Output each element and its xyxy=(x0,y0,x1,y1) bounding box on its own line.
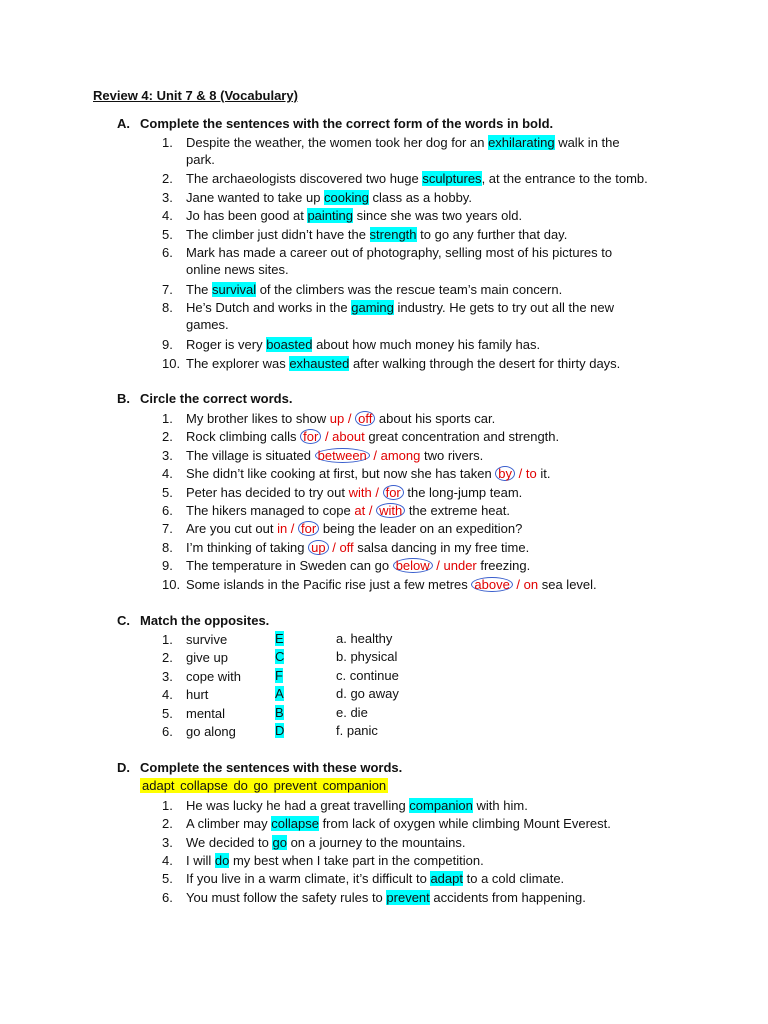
item-number: 8. xyxy=(162,300,173,315)
sentence-text: She didn’t like cooking at first, but now she has taken xyxy=(186,466,496,481)
option-word: up xyxy=(329,411,345,426)
list-item xyxy=(162,705,225,723)
sentence-text: sea level. xyxy=(538,577,597,592)
list-item xyxy=(162,465,550,483)
sentence-text: Rock climbing calls xyxy=(186,429,301,444)
list-item xyxy=(162,447,483,465)
section-a-heading xyxy=(117,116,553,131)
option-separator: / xyxy=(371,485,383,500)
sentence-text: The village is situated xyxy=(186,448,315,463)
list-item xyxy=(162,539,529,557)
sentence-text: , at the entrance to the tomb. xyxy=(481,171,648,186)
list-item xyxy=(162,170,648,188)
answer-highlight: survival xyxy=(212,282,257,297)
sentence-text: We decided to xyxy=(186,835,273,850)
sentence-text: Despite the weather, the women took her dog for an xyxy=(186,135,489,150)
list-item xyxy=(162,244,612,262)
match-answer xyxy=(275,686,284,701)
match-answer xyxy=(275,631,284,646)
sentence-text: You must follow the safety rules to xyxy=(186,890,387,905)
item-number: 4. xyxy=(162,687,173,702)
item-number: 3. xyxy=(162,835,173,850)
item-number: 3. xyxy=(162,669,173,684)
list-item xyxy=(162,281,562,299)
option-separator: / xyxy=(512,577,524,592)
answer-highlight: exhilarating xyxy=(488,135,555,150)
sentence-text: Roger is very xyxy=(186,337,267,352)
list-item xyxy=(162,797,528,815)
item-number: 8. xyxy=(162,540,173,555)
section-instruction: Complete the sentences with these words. xyxy=(140,760,403,775)
sentence-text: The archaeologists discovered two huge xyxy=(186,171,423,186)
answer-highlight: collapse xyxy=(271,816,319,831)
item-number: 3. xyxy=(162,448,173,463)
section-letter: C. xyxy=(117,613,130,628)
item-number: 7. xyxy=(162,282,173,297)
sentence-text: The hikers managed to cope xyxy=(186,503,355,518)
match-option: e. die xyxy=(336,705,368,720)
match-option: b. physical xyxy=(336,649,398,664)
sentence-text: two rivers. xyxy=(420,448,484,463)
section-instruction: Circle the correct words. xyxy=(140,391,293,406)
answer-highlight: adapt xyxy=(430,871,463,886)
option-word: above xyxy=(471,577,512,592)
match-option: a. healthy xyxy=(336,631,393,646)
option-word: among xyxy=(380,448,421,463)
item-number: 2. xyxy=(162,650,173,665)
item-number: 2. xyxy=(162,429,173,444)
match-left-word: go along xyxy=(186,724,236,739)
sentence-text: Jo has been good at xyxy=(186,208,308,223)
match-option: f. panic xyxy=(336,723,378,738)
list-item xyxy=(162,723,236,741)
option-word: up xyxy=(308,540,328,555)
sentence-text: class as a hobby. xyxy=(368,190,472,205)
item-number: 6. xyxy=(162,503,173,518)
item-number: 4. xyxy=(162,466,173,481)
match-answer xyxy=(275,649,284,664)
match-answer xyxy=(275,668,283,683)
option-separator: / xyxy=(515,466,526,481)
option-separator: / xyxy=(365,503,377,518)
list-item xyxy=(162,870,564,888)
option-separator: / xyxy=(321,429,333,444)
option-word: by xyxy=(495,466,515,481)
item-number: 6. xyxy=(162,245,173,260)
item-number: 9. xyxy=(162,337,173,352)
answer-highlight: D xyxy=(275,723,285,738)
answer-highlight: boasted xyxy=(266,337,313,352)
item-number: 3. xyxy=(162,190,173,205)
list-item xyxy=(162,557,530,575)
item-number: 4. xyxy=(162,208,173,223)
sentence-text: My brother likes to show xyxy=(186,411,330,426)
sentence-text: The temperature in Sweden can go xyxy=(186,558,393,573)
match-left-word: cope with xyxy=(186,669,241,684)
answer-highlight: B xyxy=(275,705,284,720)
section-c-heading xyxy=(117,613,269,628)
sentence-text: on a journey to the mountains. xyxy=(286,835,466,850)
section-letter: D. xyxy=(117,760,130,775)
sentence-text: to go any further that day. xyxy=(416,227,568,242)
option-word: about xyxy=(332,429,365,444)
answer-highlight: A xyxy=(275,686,284,701)
answer-highlight: gaming xyxy=(351,300,394,315)
answer-highlight: cooking xyxy=(324,190,369,205)
sentence-text: Some islands in the Pacific rise just a few metres xyxy=(186,577,472,592)
section-instruction: Complete the sentences with the correct form of the words in bold. xyxy=(140,116,554,131)
sentence-text: Mark has made a career out of photography, selling most of his pictures to xyxy=(186,245,613,260)
sentence-text: the long-jump team. xyxy=(403,485,523,500)
sentence-text: freezing. xyxy=(476,558,531,573)
option-word: for xyxy=(383,485,404,500)
item-number: 9. xyxy=(162,558,173,573)
list-item xyxy=(162,631,227,649)
list-item xyxy=(162,299,614,317)
page-title: Review 4: Unit 7 & 8 (Vocabulary) xyxy=(93,88,298,103)
sentence-text: great concentration and strength. xyxy=(364,429,560,444)
list-item xyxy=(162,226,567,244)
sentence-continuation: games. xyxy=(186,317,229,332)
match-left-word: give up xyxy=(186,650,228,665)
list-item xyxy=(162,355,620,373)
item-number: 2. xyxy=(162,816,173,831)
sentence-continuation: online news sites. xyxy=(186,262,289,277)
sentence-text: since she was two years old. xyxy=(352,208,523,223)
word-bank: adapt collapse do go prevent companion xyxy=(142,778,387,793)
item-number: 4. xyxy=(162,853,173,868)
sentence-text: it. xyxy=(536,466,551,481)
option-word: with xyxy=(348,485,372,500)
sentence-text: walk in the xyxy=(554,135,620,150)
item-number: 6. xyxy=(162,890,173,905)
sentence-text: If you live in a warm climate, it’s difficult to xyxy=(186,871,431,886)
sentence-text: He’s Dutch and works in the xyxy=(186,300,352,315)
sentence-text: accidents from happening. xyxy=(429,890,586,905)
option-word: for xyxy=(300,429,321,444)
option-separator: / xyxy=(369,448,381,463)
item-number: 6. xyxy=(162,724,173,739)
list-item xyxy=(162,889,586,907)
sentence-text: the extreme heat. xyxy=(405,503,510,518)
list-item xyxy=(162,668,241,686)
option-word: for xyxy=(298,521,319,536)
option-word: in xyxy=(277,521,288,536)
list-item xyxy=(162,336,540,354)
list-item xyxy=(162,502,510,520)
list-item xyxy=(162,207,522,225)
sentence-text: being the leader on an expedition? xyxy=(319,521,523,536)
option-word: between xyxy=(315,448,370,463)
match-left-word: hurt xyxy=(186,687,209,702)
sentence-text: Jane wanted to take up xyxy=(186,190,325,205)
option-word: to xyxy=(525,466,537,481)
list-item xyxy=(162,410,495,428)
match-left-word: survive xyxy=(186,632,228,647)
answer-highlight: E xyxy=(275,631,284,646)
option-word: off xyxy=(339,540,354,555)
sentence-text: The climber just didn’t have the xyxy=(186,227,370,242)
item-number: 5. xyxy=(162,485,173,500)
section-letter: A. xyxy=(117,116,130,131)
section-b-heading xyxy=(117,391,292,406)
answer-highlight: C xyxy=(275,649,285,664)
list-item xyxy=(162,428,559,446)
answer-highlight: F xyxy=(275,668,283,683)
sentence-text: A climber may xyxy=(186,816,272,831)
list-item xyxy=(162,686,208,704)
match-answer xyxy=(275,723,284,738)
match-left-word: mental xyxy=(186,706,226,721)
sentence-text: to a cold climate. xyxy=(463,871,565,886)
list-item xyxy=(162,649,228,667)
option-word: on xyxy=(523,577,539,592)
sentence-text: my best when I take part in the competition. xyxy=(229,853,484,868)
sentence-text: He was lucky he had a great travelling xyxy=(186,798,410,813)
item-number: 2. xyxy=(162,171,173,186)
item-number: 1. xyxy=(162,798,173,813)
list-item xyxy=(162,484,522,502)
match-option: d. go away xyxy=(336,686,399,701)
sentence-text: about how much money his family has. xyxy=(312,337,541,352)
option-word: below xyxy=(393,558,433,573)
sentence-text: I’m thinking of taking xyxy=(186,540,309,555)
sentence-text: salsa dancing in my free time. xyxy=(353,540,530,555)
item-number: 1. xyxy=(162,632,173,647)
list-item xyxy=(162,834,465,852)
section-d-heading xyxy=(117,760,402,775)
match-option: c. continue xyxy=(336,668,399,683)
option-word: with xyxy=(376,503,405,518)
list-item xyxy=(162,576,597,594)
list-item xyxy=(162,815,611,833)
match-answer xyxy=(275,705,284,720)
answer-highlight: go xyxy=(272,835,287,850)
sentence-text: from lack of oxygen while climbing Mount Everest. xyxy=(318,816,611,831)
sentence-text: The xyxy=(186,282,213,297)
sentence-text: of the climbers was the rescue team’s main concern. xyxy=(256,282,563,297)
option-separator: / xyxy=(432,558,444,573)
sentence-text: with him. xyxy=(472,798,528,813)
sentence-text: after walking through the desert for thirty days. xyxy=(349,356,621,371)
answer-highlight: exhausted xyxy=(289,356,350,371)
option-separator: / xyxy=(344,411,356,426)
answer-highlight: prevent xyxy=(386,890,430,905)
section-letter: B. xyxy=(117,391,130,406)
option-word: off xyxy=(355,411,375,426)
answer-highlight: companion xyxy=(409,798,473,813)
item-number: 1. xyxy=(162,411,173,426)
answer-highlight: do xyxy=(214,853,230,868)
answer-highlight: sculptures xyxy=(422,171,482,186)
item-number: 1. xyxy=(162,135,173,150)
item-number: 10. xyxy=(162,356,181,371)
item-number: 7. xyxy=(162,521,173,536)
sentence-text: The explorer was xyxy=(186,356,290,371)
sentence-text: about his sports car. xyxy=(375,411,496,426)
sentence-continuation: park. xyxy=(186,152,215,167)
item-number: 5. xyxy=(162,227,173,242)
item-number: 10. xyxy=(162,577,181,592)
option-word: at xyxy=(354,503,366,518)
answer-highlight: strength xyxy=(369,227,417,242)
section-instruction: Match the opposites. xyxy=(140,613,270,628)
item-number: 5. xyxy=(162,871,173,886)
item-number: 5. xyxy=(162,706,173,721)
list-item xyxy=(162,189,472,207)
option-separator: / xyxy=(287,521,299,536)
sentence-text: industry. He gets to try out all the new xyxy=(393,300,615,315)
answer-highlight: painting xyxy=(307,208,353,223)
list-item xyxy=(162,520,522,538)
list-item xyxy=(162,852,484,870)
sentence-text: Are you cut out xyxy=(186,521,278,536)
sentence-text: I will xyxy=(186,853,215,868)
list-item xyxy=(162,134,620,152)
option-separator: / xyxy=(328,540,340,555)
option-word: under xyxy=(443,558,477,573)
sentence-text: Peter has decided to try out xyxy=(186,485,349,500)
